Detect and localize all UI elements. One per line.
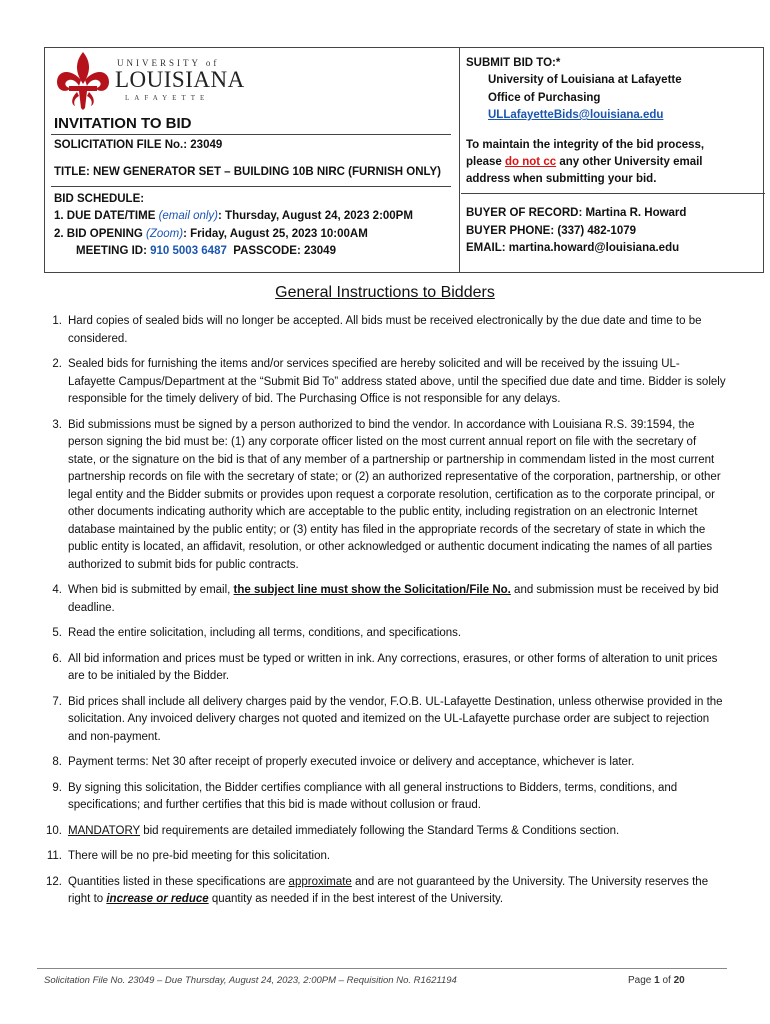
bid-title: TITLE: NEW GENERATOR SET – BUILDING 10B NIRC (FURNISH ONLY) (54, 166, 441, 178)
meeting-label: MEETING ID: (76, 245, 151, 257)
item-number: 10. (46, 824, 62, 837)
list-item (37, 625, 727, 643)
item-text-part: When bid is submitted by email, (68, 584, 234, 596)
item-number: 5. (52, 627, 62, 639)
opening-value: : Friday, August 25, 2023 10:00AM (183, 228, 368, 240)
increase-reduce-emphasis: increase or reduce (106, 893, 209, 905)
divider (51, 186, 451, 187)
due-value: : Thursday, August 24, 2023 2:00PM (218, 210, 413, 222)
list-item (37, 417, 727, 575)
meeting-info (76, 245, 336, 257)
of-label: of (659, 975, 674, 986)
list-item (37, 848, 727, 866)
logo-top-text: UNIVERSITY of (117, 58, 220, 68)
passcode-label: PASSCODE: (233, 245, 304, 257)
item-text (68, 874, 727, 909)
buyer-of-record: BUYER OF RECORD: Martina R. Howard (466, 207, 687, 219)
submit-office: Office of Purchasing (488, 92, 601, 104)
item-number: 2. (52, 358, 62, 370)
subject-line-emphasis: the subject line must show the Solicitation/File No. (233, 584, 511, 596)
header-divider (459, 48, 460, 272)
item-text: Hard copies of sealed bids will no longer be accepted. All bids must be received electronically by the due date and time to be considered. (68, 315, 702, 345)
list-item (37, 874, 727, 909)
item-text: Bid submissions must be signed by a person authorized to bind the vendor. In accordance with Louisiana R.S. 39:1594, the person signing the bid must be: (1) any corporate officer listed on the most current annual report on file with the secretary of state, or the signature on the bid is that of any member of a partnership or partnership in commendam listed in the most current partnership records on file with the secretary of state; or (2) an authorized representative of the corporation, partnership, or other legal entity and the Bidder submits or provides upon request a corporate resolution, certification as to the corporate principal, or other documents indicating authority which are acceptable to the public entity, including registration on an electronic Internet database maintained by the public entity; or (3) entity has filed in the appropriate records of the secretary of state in which the public entity is located, an affidavit, resolution, or other acknowledged or authentic document indicating the names of all parties authorized to submit bids for public contracts. (68, 418, 721, 571)
item-text (68, 823, 727, 841)
integrity-text: any other University email (556, 156, 703, 168)
bid-opening (54, 228, 368, 240)
section-title: General Instructions to Bidders (275, 284, 495, 301)
item-text-part: and submission must be received by bid deadline. (68, 584, 719, 614)
due-note: (email only) (158, 210, 219, 222)
logo-main-text: LOUISIANA (115, 67, 245, 92)
item-text-part: bid requirements are detailed immediately following the Standard Terms & Conditions section. (140, 824, 620, 837)
mandatory-emphasis: MANDATORY (68, 824, 140, 837)
item-text: By signing this solicitation, the Bidder certifies compliance with all general instructions to Bidders, terms, conditions, and specifications; and further certifies that this bid is made without collusion or fraud. (68, 781, 678, 811)
item-number: 12. (46, 875, 62, 888)
item-number: 4. (52, 584, 62, 596)
approximate-emphasis: approximate (288, 875, 352, 888)
invitation-title: INVITATION TO BID (54, 115, 192, 132)
instructions-list (37, 313, 727, 917)
submit-label: SUBMIT BID TO:* (466, 57, 561, 69)
opening-prefix: 2. BID OPENING (54, 228, 147, 240)
item-text: All bid information and prices must be typed or written in ink. Any corrections, erasures, or other forms of alteration to unit prices are to be initialed by the Bidder. (68, 652, 718, 682)
list-item (37, 651, 727, 686)
footer-divider (37, 968, 727, 969)
item-text (68, 582, 727, 617)
item-number: 8. (52, 756, 62, 768)
header-box (44, 47, 764, 273)
integrity-text: please (466, 156, 505, 168)
fleur-de-lis-icon (53, 50, 113, 112)
buyer-phone: BUYER PHONE: (337) 482-1079 (466, 225, 637, 237)
item-number: 9. (52, 781, 62, 794)
divider (461, 193, 765, 194)
integrity-line-1: To maintain the integrity of the bid process, (466, 139, 705, 151)
item-number: 3. (52, 418, 62, 431)
university-logo (53, 50, 245, 110)
list-item (37, 754, 727, 772)
submit-university: University of Louisiana at Lafayette (488, 74, 682, 86)
item-text: Bid prices shall include all delivery charges paid by the vendor, F.O.B. UL-Lafayette Destination, unless otherwise provided in the solicitation. Any invoiced delivery charges not quoted and itemized on the UL-Lafayette purchase order are subject to rejection and non-payment. (68, 695, 723, 743)
page-number: 1 (654, 975, 660, 986)
page-indicator (628, 975, 685, 986)
bid-schedule-label: BID SCHEDULE: (54, 193, 145, 205)
list-item (37, 823, 727, 841)
list-item (37, 313, 727, 348)
meeting-id: 910 5003 6487 (150, 245, 227, 257)
item-text-part: quantity as needed if in the best interest of the University. (208, 893, 504, 905)
list-item (37, 582, 727, 617)
item-number: 6. (52, 652, 62, 665)
passcode: 23049 (303, 245, 336, 257)
integrity-line-2 (466, 156, 703, 168)
item-number: 11. (46, 850, 62, 862)
solicitation-file: SOLICITATION FILE No.: 23049 (54, 139, 223, 151)
page-total: 20 (673, 975, 685, 986)
item-text: Payment terms: Net 30 after receipt of properly executed invoice or delivery and acceptance, whichever is later. (68, 756, 635, 768)
divider (51, 134, 451, 135)
page-label: Page (628, 975, 655, 986)
item-text: Read the entire solicitation, including all terms, conditions, and specifications. (68, 627, 462, 639)
item-number: 7. (52, 695, 62, 708)
do-not-cc-warning: do not cc (505, 156, 557, 168)
footer-solicitation-info: Solicitation File No. 23049 – Due Thursday, August 24, 2023, 2:00PM – Requisition No. R1621194 (44, 975, 457, 986)
opening-note: (Zoom) (146, 228, 184, 240)
item-text-part: and are not guaranteed by the University. The University reserves the right to (68, 875, 709, 905)
logo-sub-text: LAFAYETTE (125, 94, 210, 102)
item-number: 1. (52, 315, 62, 327)
list-item (37, 780, 727, 815)
buyer-email: EMAIL: martina.howard@louisiana.edu (466, 242, 680, 254)
item-text: Sealed bids for furnishing the items and/or services specified are hereby solicited and will be received by the issuing UL-Lafayette Campus/Department at the “Submit Bid To” address stated above, until the specified due date and time. Bidder is solely responsible for the timely delivery of bid. The Purchasing Office is not responsible for any delays. (68, 358, 726, 405)
item-text: There will be no pre-bid meeting for this solicitation. (68, 850, 331, 862)
due-date (54, 210, 413, 222)
due-prefix: 1. DUE DATE/TIME (54, 210, 159, 222)
list-item (37, 356, 727, 409)
integrity-line-3: address when submitting your bid. (466, 173, 657, 185)
submit-email-link[interactable]: ULLafayetteBids@louisiana.edu (488, 109, 664, 121)
list-item (37, 694, 727, 747)
item-text-part: Quantities listed in these specifications are (68, 875, 289, 888)
